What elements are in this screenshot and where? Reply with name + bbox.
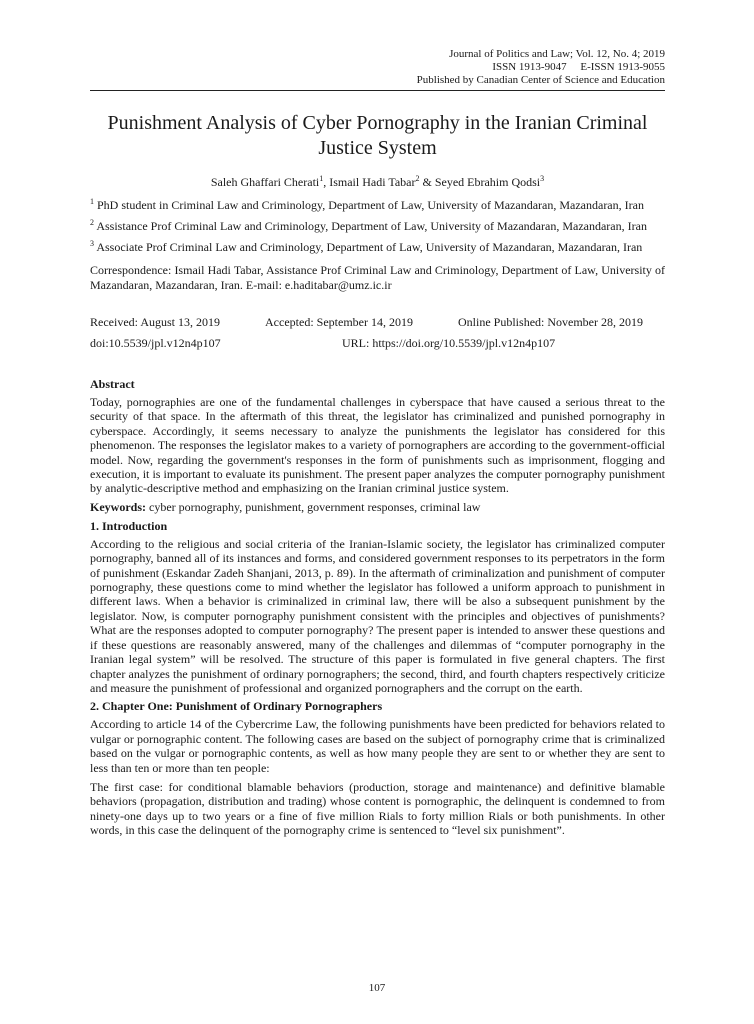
affiliation-text: PhD student in Criminal Law and Criminology, Department of Law, University of Mazandaran, Mazandaran, Iran [97,198,644,212]
affiliation-text: Associate Prof Criminal Law and Criminology, Department of Law, University of Mazandaran, Mazandaran, Iran [96,240,643,254]
keywords-text: cyber pornography, punishment, government responses, criminal law [146,499,481,514]
received-date: Received: August 13, 2019 [90,315,220,329]
abstract-text: Today, pornographies are one of the fundamental challenges in cyberspace that have caused a serious threat to the security of that space. In the aftermath of this threat, the legislator has criminalized and punished pornography in cyberspace. Accordingly, it seems necessary to analyze the punishments the legislator has considered for this phenomenon. The responses the legislator makes to a variety of pornographers are according to the government-official model. Now, regarding the government's responses in the form of punishments such as imprisonment, flogging and execution, it is important to evaluate its punishment. The present paper analyzes the computer pornography punishment by analytic-descriptive method and emphasizing on the Iranian criminal justice system. [90,395,665,496]
section-heading-introduction: 1. Introduction [90,518,168,533]
correspondence: Correspondence: Ismail Hadi Tabar, Assistance Prof Criminal Law and Criminology, Department of Law, University of Mazandaran, Mazandaran, Iran. E-mail: e.haditabar@umz.ic.ir [90,263,665,292]
author-name: Saleh Ghaffari Cherati [210,175,320,189]
author-affiliation-mark: 3 [540,174,545,183]
identifiers [90,336,665,351]
author-separator: & [419,175,435,189]
accepted-date: Accepted: September 14, 2019 [265,315,413,329]
author-list [90,175,665,190]
paper-title: Punishment Analysis of Cyber Pornography in the Iranian Criminal Justice System [107,112,648,159]
paper-page [90,48,665,838]
affiliation-mark: 2 [90,218,94,227]
author-affiliation-mark: 1 [319,174,324,183]
introduction-paragraph: According to the religious and social criteria of the Iranian-Islamic society, the legislator has criminalized computer pornography, banned all of its instances and forms, and considered government responses to its perpetrators in the form of punishment (Eskandar Zadeh Shanjani, 2013, p. 89). In the aftermath of criminalization and punishment of computer pornography, these questions come to mind whether the legislator has followed a uniform approach to punishment in different laws. When a behavior is criminalized in criminal law, there will be also a subsequent punishment by the legislator. Now, is computer pornography punishment consistent with the principles and objectives of punishments? What are the responses adopted to computer pornography? The present paper is intended to answer these questions and if these questions are reasonably answered, many of the challenges and dilemmas of “computer pornography in the Iranian legal system” will be resolved. The structure of this paper is formulated in five general chapters. The first chapter analyzes the punishment of ordinary pornographers; the second, third, and fourth chapters respectively criticize and measure the punishment of professional and organized pornographers and the corrupt on the earth. [90,536,665,695]
affiliation [90,198,665,213]
article-dates [90,315,665,330]
journal-citation: Journal of Politics and Law; Vol. 12, No. 4; 2019 [449,48,665,60]
published-date: Online Published: November 28, 2019 [458,315,643,329]
keywords-label: Keywords: [90,499,146,514]
chapter-one-paragraph: According to article 14 of the Cybercrime Law, the following punishments have been predicted for behaviors related to vulgar or pornographic content. The following cases are based on the subject of pornography crime that is criminalized based on the vulgar or pornographic contents, as well as how many people they are sent to or whether they are sent to less than ten or more than ten people: [90,717,665,775]
affiliation [90,219,665,234]
doi-url[interactable]: URL: https://doi.org/10.5539/jpl.v12n4p107 [342,336,556,350]
journal-publisher: Published by Canadian Center of Science and Education [416,74,665,86]
section-heading-chapter-one: 2. Chapter One: Punishment of Ordinary Pornographers [90,699,383,714]
affiliation-mark: 3 [90,239,94,248]
affiliation-mark: 1 [90,197,94,206]
author-separator: , [323,175,330,189]
affiliation [90,240,665,255]
journal-header [90,48,665,91]
keywords [90,500,665,515]
author-name: Seyed Ebrahim Qodsi [434,175,541,189]
abstract-heading: Abstract [90,377,135,391]
doi: doi:10.5539/jpl.v12n4p107 [90,336,221,350]
author-affiliation-mark: 2 [415,174,420,183]
page-number: 107 [368,982,386,994]
chapter-one-paragraph: The first case: for conditional blamable behaviors (production, storage and maintenance) and definitive blamable behaviors (propagation, distribution and trading) whose content is pornographic, the delinquent is condemned to from ninety-one days up to two years or a fine of five million Rials to forty million Rials or both punishments. In other words, in this case the delinquent of the pornography crime is sentenced to “level six punishment”. [90,779,665,838]
author-name: Ismail Hadi Tabar [329,175,416,189]
journal-issn: ISSN 1913-9047 E-ISSN 1913-9055 [492,61,665,73]
affiliation-text: Assistance Prof Criminal Law and Criminology, Department of Law, University of Mazandaran, Mazandaran, Iran [96,219,647,233]
